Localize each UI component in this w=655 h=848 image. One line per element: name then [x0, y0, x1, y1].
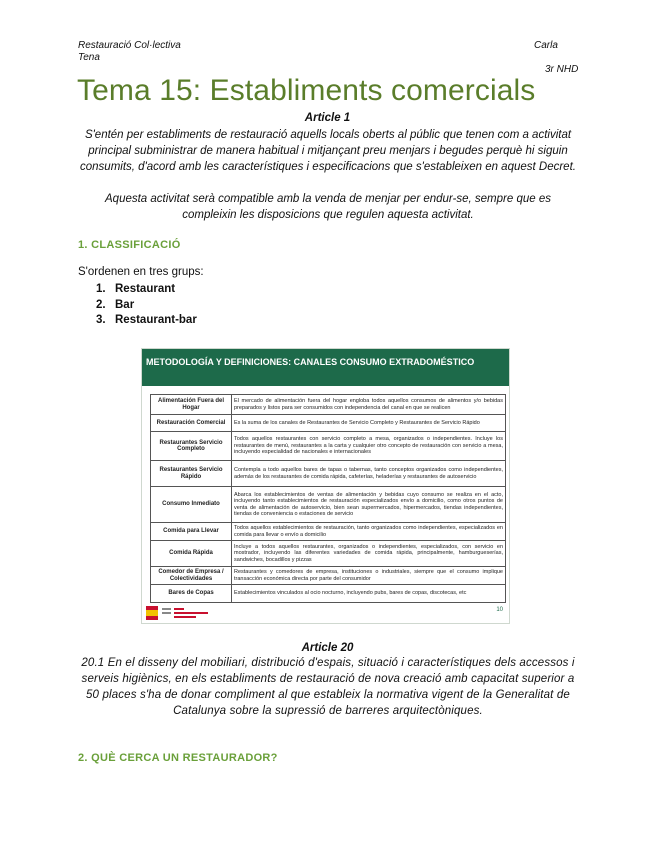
- article1-text: S'entén per establiments de restauració aquells locals oberts al públic que tenen com a activitat principal subministrar de manera habitual i mitjançant preu menjars i begudes perquè hi siguin consumits, d'acord amb les característiques i especificacions que s'estableixen en aquest Decret.: [80, 129, 576, 173]
- section2-title: 2. QUÈ CERCA UN RESTAURADOR?: [78, 752, 278, 764]
- page-title: Tema 15: Establiments comercials: [77, 74, 536, 107]
- table-row: Restaurantes Servicio Completo Todos aquellos restaurantes con servicio completo a mesa, organizados o independientes. Incluye los restaurantes de menú, restaurantes a la carta y cualquier otro concepto de restauración con servicio a mesa, incluyendo especialidad de nacionales e internacionales: [151, 432, 506, 461]
- list-item: 1. Restaurant: [96, 283, 176, 295]
- table-row: Consumo Inmediato Abarca los establecimientos de ventas de alimentación y bebidas cuyo consumo se realiza en el acto, incluyendo tanto establecimientos de restauración especializados envío a domicilio, como otros puntos de venta de alimentación de autoservicio, bien sean supermercados, hipermercados, tiendas independientes, tiendas de conveniencia o estaciones de servicio: [151, 487, 506, 523]
- list-item: 3. Restaurant-bar: [96, 314, 197, 326]
- header-course-line1: Restauració Col·lectiva: [78, 40, 181, 51]
- header-course: [78, 40, 181, 64]
- section1-intro: S'ordenen en tres grups:: [78, 266, 204, 278]
- header-class: 3r NHD: [545, 64, 579, 75]
- list-item: 2. Bar: [96, 298, 135, 311]
- table-row: Comida para Llevar Todos aquellos establecimientos de restauración, tanto organizados como independientes, especializados en comida para llevar o envío a domicilio: [151, 523, 506, 541]
- section1-title: 1. CLASSIFICACIÓ: [78, 239, 181, 251]
- table-row: Alimentación Fuera del Hogar El mercado de alimentación fuera del hogar engloba todos aquellos consumos de alimentos y/o bebidas preparados y listos para ser consumidos con independencia del canal en que se realicen: [151, 395, 506, 415]
- slide-title: METODOLOGÍA Y DEFINICIONES: CANALES CONSUMO EXTRADOMÉSTICO: [146, 357, 475, 367]
- definitions-table: [150, 394, 506, 603]
- slide-header-bar: [142, 349, 509, 386]
- embedded-slide-image: [141, 348, 510, 624]
- article1-heading: Article 1: [304, 112, 351, 124]
- table-row: Comedor de Empresa / Colectividades Restaurantes y comedores de empresa, instituciones o industriales, siempre que el consumo implique transacción económica directa por parte del consumidor: [151, 567, 506, 585]
- article20-heading: Article 20: [301, 642, 354, 654]
- table-row: Restauración Comercial Es la suma de los canales de Restaurantes de Servicio Completo y Restaurantes de Servicio Rápido: [151, 415, 506, 432]
- government-logo-icon: [146, 605, 212, 621]
- slide-footer: [142, 602, 509, 623]
- header-course-line2: Tena: [78, 52, 100, 63]
- table-row: Bares de Copas Establecimientos vinculados al ocio nocturno, incluyendo pubs, bares de copas, discotecas, etc: [151, 585, 506, 603]
- article20-text: 20.1 En el disseny del mobiliari, distribució d'espais, situació i característiques dels accessos i serveis higiènics, en els establiments de restauració de nova creació amb capacitat superior a 50 places s'ha de donar compliment al que estableix la normativa vigent de la Generalitat de Catalunya sobre la supressió de barreres arquitectòniques.: [81, 657, 575, 717]
- classification-list: [96, 283, 197, 330]
- slide-page-number: 10: [496, 607, 503, 613]
- table-row: Comida Rápida Incluye a todos aquellos restaurantes, organizados o independientes, especializados, con servicio en mostrador, incluyendo las diferentes variedades de comida rápida, principalmente, hamburgueserías, sandwiches, bocadillos y pizzas: [151, 541, 506, 567]
- table-row: Restaurantes Servicio Rápido Contempla a todo aquellos bares de tapas o tabernas, tanto conceptos organizados como independientes, además de los restaurantes de comida rápida, cafeterías, heladerías y restaurantes de autoservicio: [151, 461, 506, 487]
- article1-text2: Aquesta activitat serà compatible amb la venda de menjar per endur-se, sempre que es compleixin les disposicions que regulen aquesta activitat.: [105, 193, 551, 221]
- header-author: Carla: [534, 40, 558, 51]
